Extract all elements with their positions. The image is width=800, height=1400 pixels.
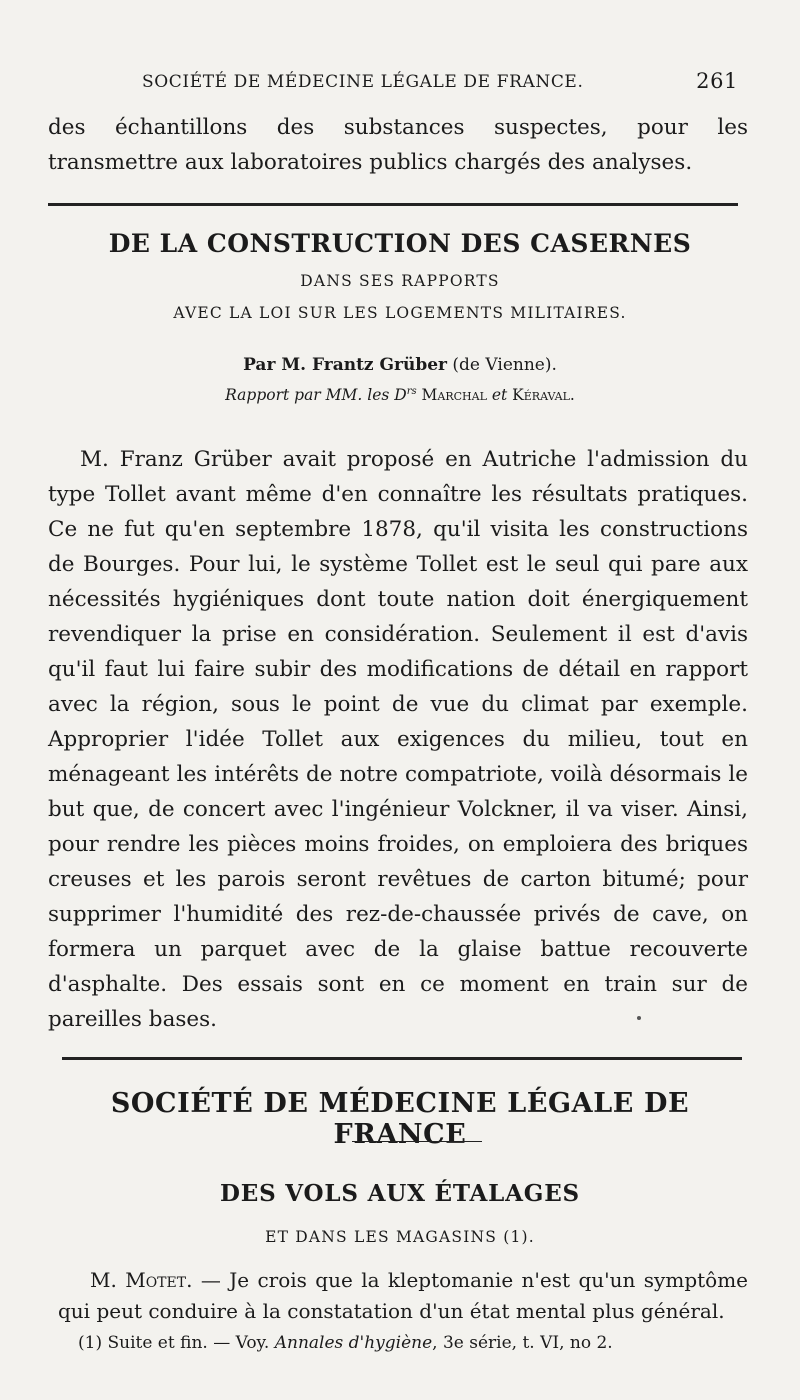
running-head-title: SOCIÉTÉ DE MÉDECINE LÉGALE DE FRANCE. bbox=[142, 72, 584, 92]
article-body-vols bbox=[58, 1265, 748, 1327]
speaker-motet: M. Motet. bbox=[90, 1268, 193, 1292]
article-reporters bbox=[50, 386, 750, 404]
report-prefix: Rapport par MM. les D bbox=[225, 386, 407, 405]
report-sup: rs bbox=[406, 386, 417, 397]
motet-remark: — Je crois que la kleptomanie n'est qu'un symptôme qui peut conduire à la constatation d'un état mental plus général. bbox=[58, 1268, 748, 1323]
intro-continuation: des échantillons des substances suspectes, pour les transmettre aux laboratoires publics chargés des analyses. bbox=[48, 115, 748, 175]
article-subtitle-magasins: ET DANS LES MAGASINS (1). bbox=[265, 1228, 535, 1246]
author-name: Par M. Frantz Grüber bbox=[243, 355, 448, 375]
article-title-casernes: DE LA CONSTRUCTION DES CASERNES bbox=[108, 229, 692, 258]
section-rule-1 bbox=[48, 203, 738, 206]
short-rule bbox=[352, 1141, 482, 1142]
page-number: 261 bbox=[696, 69, 738, 93]
footnote-suffix: , 3e série, t. VI, no 2. bbox=[432, 1333, 613, 1353]
article-author bbox=[50, 355, 750, 375]
author-origin: (de Vienne). bbox=[447, 355, 557, 375]
article-title-vols: DES VOLS AUX ÉTALAGES bbox=[220, 1180, 580, 1207]
reporter-keraval: Kéraval bbox=[512, 386, 570, 405]
footnote-journal: Annales d'hygiène bbox=[274, 1333, 433, 1353]
ink-dot bbox=[637, 1016, 641, 1020]
report-end: . bbox=[569, 386, 575, 405]
article-subtitle-2: AVEC LA LOI SUR LES LOGEMENTS MILITAIRES. bbox=[173, 304, 627, 322]
section-rule-2 bbox=[62, 1057, 742, 1060]
reporter-marchal: Marchal bbox=[421, 386, 487, 405]
report-et: et bbox=[486, 386, 513, 405]
article-subtitle-1: DANS SES RAPPORTS bbox=[300, 272, 500, 290]
footnote-prefix: (1) Suite et fin. — Voy. bbox=[78, 1333, 275, 1353]
footnote bbox=[78, 1333, 758, 1353]
article-body-casernes: M. Franz Grüber avait proposé en Autriche l'admission du type Tollet avant même d'en connaître les résultats pratiques. Ce ne fut qu'en septembre 1878, qu'il visita les constructions de Bourges. Pour lui, le système Tollet est le seul qui pare aux nécessités hygiéniques dont toute nation doit énergiquement revendiquer la prise en considération. Seulement il est d'avis qu'il faut lui faire subir des modifications de détail en rapport avec la région, sous le point de vue du climat par exemple. Approprier l'idée Tollet aux exigences du milieu, tout en ménageant les intérêts de notre compatriote, voilà désormais le but que, de concert avec l'ingénieur Volckner, il va viser. Ainsi, pour rendre les pièces moins froides, on emploiera des briques creuses et les parois seront revêtues de carton bitumé; pour supprimer l'humidité des rez-de-chaussée privés de cave, on formera un parquet avec de la glaise battue recouverte d'asphalte. Des essais sont en ce moment en train sur de pareilles bases. bbox=[48, 447, 748, 1032]
society-title: SOCIÉTÉ DE MÉDECINE LÉGALE DE FRANCE bbox=[110, 1088, 690, 1150]
